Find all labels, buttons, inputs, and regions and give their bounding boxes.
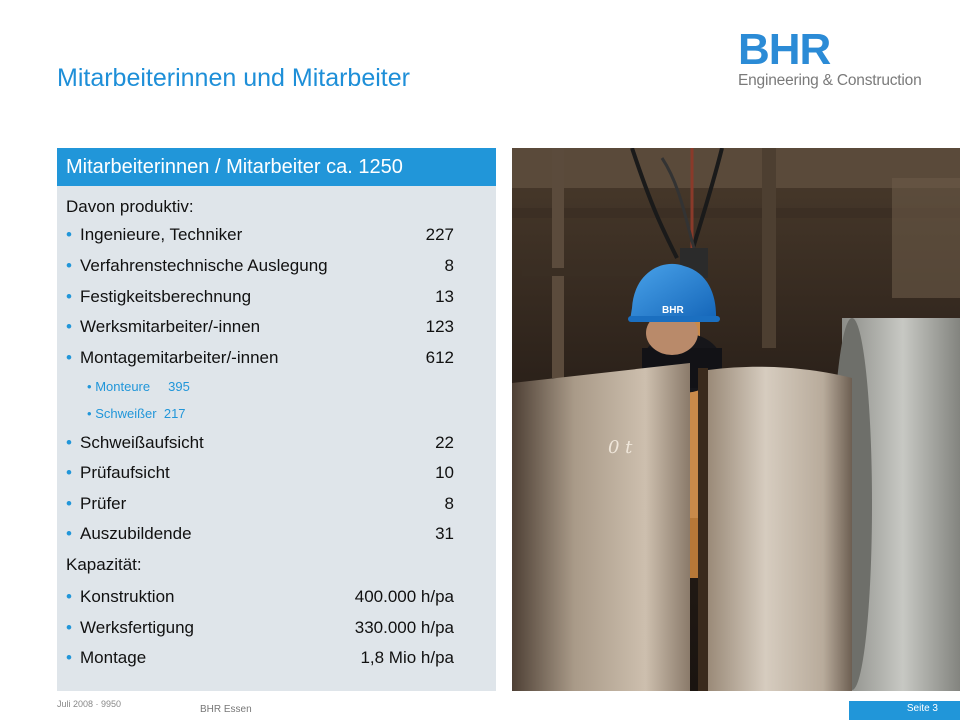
panel-heading: Mitarbeiterinnen / Mitarbeiter ca. 1250 — [57, 148, 496, 186]
list-item: • Werksmitarbeiter/-innen 123 — [66, 317, 454, 336]
bullet-icon: • — [66, 433, 72, 452]
productive-label: Davon produktiv: — [66, 197, 194, 216]
list-item: • Montage 1,8 Mio h/pa — [66, 648, 454, 667]
list-item: • Werksfertigung 330.000 h/pa — [66, 618, 454, 637]
company-logo — [738, 25, 943, 90]
list-item: • Schweißaufsicht 22 — [66, 433, 454, 452]
sub-list-item: • Schweißer 217 — [87, 406, 186, 421]
bullet-icon: • — [66, 648, 72, 667]
bullet-icon: • — [66, 348, 72, 367]
logo-subtitle: Engineering & Construction — [738, 72, 922, 89]
bullet-icon: • — [66, 463, 72, 482]
list-item: • Montagemitarbeiter/-innen 612 — [66, 348, 454, 367]
list-item: • Verfahrenstechnische Auslegung 8 — [66, 256, 454, 275]
staff-panel — [57, 148, 496, 691]
footer-date: Juli 2008 · 9950 — [57, 699, 122, 709]
list-item: • Prüfer 8 — [66, 494, 454, 513]
bullet-icon: • — [66, 287, 72, 306]
logo-brand: BHR — [738, 25, 831, 74]
page-title: Mitarbeiterinnen und Mitarbeiter — [57, 64, 410, 92]
list-item: • Ingenieure, Techniker 227 — [66, 225, 454, 244]
bullet-icon: • — [66, 587, 72, 606]
list-item: • Konstruktion 400.000 h/pa — [66, 587, 454, 606]
bullet-icon: • — [66, 524, 72, 543]
sub-list-item: • Monteure 395 — [87, 379, 190, 394]
footer-org: BHR Essen — [200, 704, 252, 715]
bullet-icon: • — [87, 379, 92, 394]
chalk-marking: 0 t — [608, 437, 633, 458]
bullet-icon: • — [66, 225, 72, 244]
bullet-icon: • — [87, 406, 92, 421]
list-item: • Festigkeitsberechnung 13 — [66, 287, 454, 306]
list-item: • Auszubildende 31 — [66, 524, 454, 543]
bullet-icon: • — [66, 256, 72, 275]
list-item: • Prüfaufsicht 10 — [66, 463, 454, 482]
bullet-icon: • — [66, 618, 72, 637]
bullet-icon: • — [66, 317, 72, 336]
page-number: Seite 3 — [849, 701, 960, 720]
helmet-logo: BHR — [662, 305, 684, 316]
capacity-label: Kapazität: — [66, 555, 142, 574]
bullet-icon: • — [66, 494, 72, 513]
welder-photo — [512, 148, 960, 691]
